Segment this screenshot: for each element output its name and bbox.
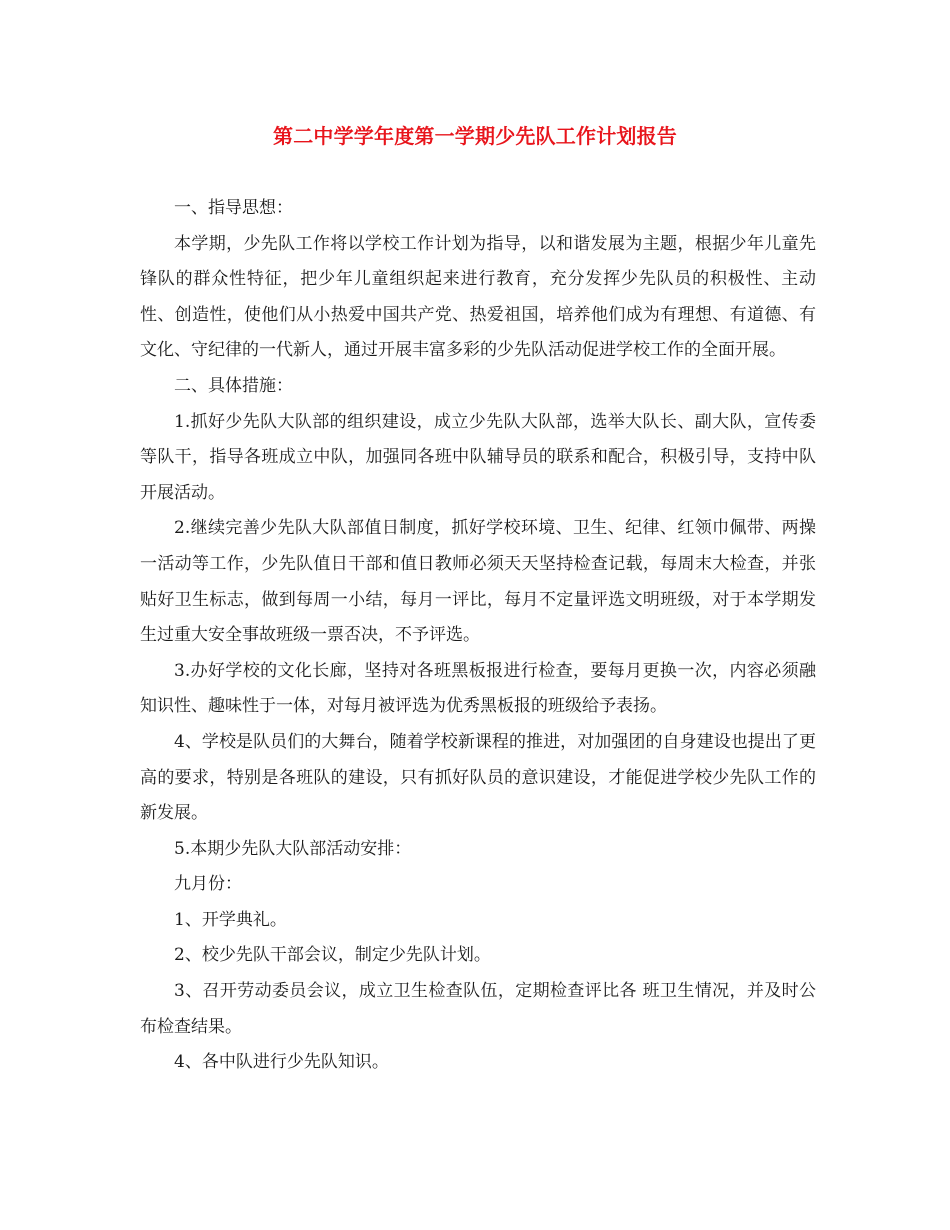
document-title: 第二中学学年度第一学期少先队工作计划报告 bbox=[273, 124, 677, 148]
heading-guiding-ideology: 一、指导思想： bbox=[174, 198, 293, 218]
document-body bbox=[140, 191, 816, 1081]
heading-specific-measures: 二、具体措施： bbox=[174, 375, 293, 396]
activity-item-4: 4、各中队进行少先队知识。 bbox=[174, 1052, 389, 1073]
activity-item-2: 2、校少先队干部会议，制定少先队计划。 bbox=[174, 945, 491, 966]
measure-item-5: 5.本期少先队大队部活动安排： bbox=[174, 838, 412, 859]
measure-item-3: 3.办好学校的文化长廊，坚持对各班黑板报进行检查，要每月更换一次，内容必须融知识性、趣味性于一体，对每月被评选为优秀黑板报的班级给予表扬。 bbox=[140, 660, 816, 717]
paragraph-guiding-ideology: 本学期，少先队工作将以学校工作计划为指导，以和谐发展为主题，根据少年儿童先锋队的群众性特征，把少年儿童组织起来进行教育，充分发挥少先队员的积极性、主动性、创造性，使他们从小热爱中国共产党、热爱祖国，培养他们成为有理想、有道德、有文化、守纪律的一代新人，通过开展丰富多彩的少先队活动促进学校工作的全面开展。 bbox=[140, 233, 816, 361]
activity-item-3: 3、召开劳动委员会议，成立卫生检查队伍，定期检查评比各 班卫生情况，并及时公布检查结果。 bbox=[140, 981, 816, 1037]
activity-item-1: 1、开学典礼。 bbox=[174, 909, 287, 930]
measure-item-4: 4、学校是队员们的大舞台，随着学校新课程的推进，对加强团的自身建设也提出了更高的要求，特别是各班队的建设，只有抓好队员的意识建设，才能促进学校少先队工作的新发展。 bbox=[140, 731, 816, 824]
measure-item-2: 2.继续完善少先队大队部值日制度，抓好学校环境、卫生、纪律、红领巾佩带、两操一活动等工作，少先队值日干部和值日教师必须天天坚持检查记载，每周末大检查，并张贴好卫生标志，做到每周一小结，每月一评比，每月不定量评选文明班级，对于本学期发生过重大安全事故班级一票否决，不予评选。 bbox=[140, 518, 816, 646]
month-heading-september: 九月份： bbox=[174, 874, 242, 895]
measure-item-1: 1.抓好少先队大队部的组织建设，成立少先队大队部，选举大队长、副大队，宣传委等队干，指导各班成立中队，加强同各班中队辅导员的联系和配合，积极引导，支持中队开展活动。 bbox=[140, 411, 816, 503]
